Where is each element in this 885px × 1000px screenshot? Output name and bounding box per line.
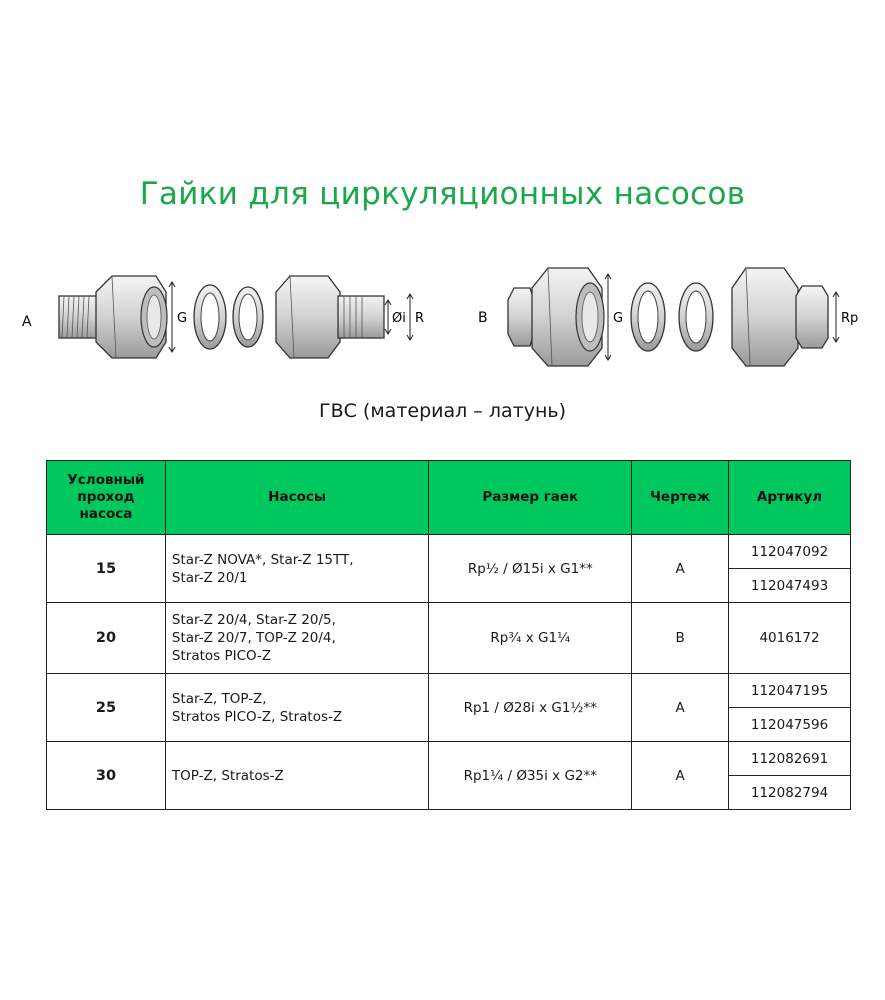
nuts-spec-table	[46, 460, 851, 810]
pump-line: Star-Z NOVA*, Star-Z 15TT,	[171, 551, 354, 568]
pump-line: TOP-Z, Stratos-Z	[171, 767, 284, 784]
fitting-drawing-b	[470, 260, 880, 380]
pipe-tail-shape	[338, 296, 384, 338]
hex-nut-shape-2	[276, 276, 340, 358]
cell-drawing: A	[632, 535, 729, 603]
cell-drawing: A	[632, 742, 729, 810]
pump-line: Star-Z, TOP-Z,	[171, 690, 267, 707]
cell-nut-size: Rp¾ x G1¼	[429, 603, 632, 674]
cell-article: 4016172	[729, 603, 851, 674]
dim-g-label-a: G	[177, 311, 188, 326]
cell-pumps	[165, 603, 429, 674]
header-nominal-diameter	[47, 461, 166, 535]
table-row	[47, 603, 851, 674]
pump-line: Star-Z 20/4, Star-Z 20/5,	[171, 612, 336, 628]
material-subtitle: ГВС (материал – латунь)	[319, 400, 566, 422]
dim-r-label-a: R	[415, 311, 425, 326]
fitting-a-illustration	[14, 260, 444, 380]
small-hex-end-shape	[508, 288, 534, 346]
page-title: Гайки для циркуляционных насосов	[139, 176, 746, 212]
cell-nut-size: Rp1¼ / Ø35i x G2**	[429, 742, 632, 810]
dim-g-label-b: G	[613, 311, 624, 326]
cell-pumps	[165, 674, 429, 742]
drawing-a-label: A	[22, 314, 32, 330]
cell-article: 112047195	[729, 674, 851, 708]
pump-line: Star-Z 20/1	[171, 569, 248, 586]
cell-article: 112047092	[729, 535, 851, 569]
cell-pumps	[165, 535, 429, 603]
cell-article: 112082794	[729, 776, 851, 810]
header-dn-line1: Условный	[67, 472, 145, 488]
pump-line: Stratos PICO-Z	[171, 648, 272, 664]
socket-end-shape	[796, 286, 828, 348]
header-pumps: Насосы	[165, 461, 429, 535]
pump-line: Star-Z 20/7, TOP-Z 20/4,	[171, 630, 336, 646]
fitting-b-illustration	[470, 260, 880, 380]
table-header-row	[47, 461, 851, 535]
dim-inner-label-a: Øi	[392, 311, 406, 326]
cell-article: 112082691	[729, 742, 851, 776]
cell-nut-size: Rp1 / Ø28i x G1½**	[429, 674, 632, 742]
cell-dn: 15	[47, 535, 166, 603]
cell-nut-size: Rp½ / Ø15i x G1**	[429, 535, 632, 603]
table-row	[47, 742, 851, 776]
cell-dn: 30	[47, 742, 166, 810]
cell-dn: 20	[47, 603, 166, 674]
cell-article: 112047493	[729, 569, 851, 603]
fitting-drawing-a	[14, 260, 444, 380]
cell-pumps	[165, 742, 429, 810]
table-row	[47, 535, 851, 569]
hex-nut-shape-b2	[732, 268, 798, 366]
header-article: Артикул	[729, 461, 851, 535]
cell-drawing: B	[632, 603, 729, 674]
header-dn-line3: насоса	[79, 506, 133, 522]
table-row	[47, 674, 851, 708]
dim-rp-label-b: Rp	[841, 311, 859, 326]
cell-article: 112047596	[729, 708, 851, 742]
pump-line: Stratos PICO-Z, Stratos-Z	[171, 708, 343, 725]
header-drawing: Чертеж	[632, 461, 729, 535]
header-dn-line2: проход	[77, 489, 135, 505]
header-nut-size: Размер гаек	[429, 461, 632, 535]
cell-drawing: A	[632, 674, 729, 742]
cell-dn: 25	[47, 674, 166, 742]
drawing-b-label: B	[478, 310, 488, 326]
